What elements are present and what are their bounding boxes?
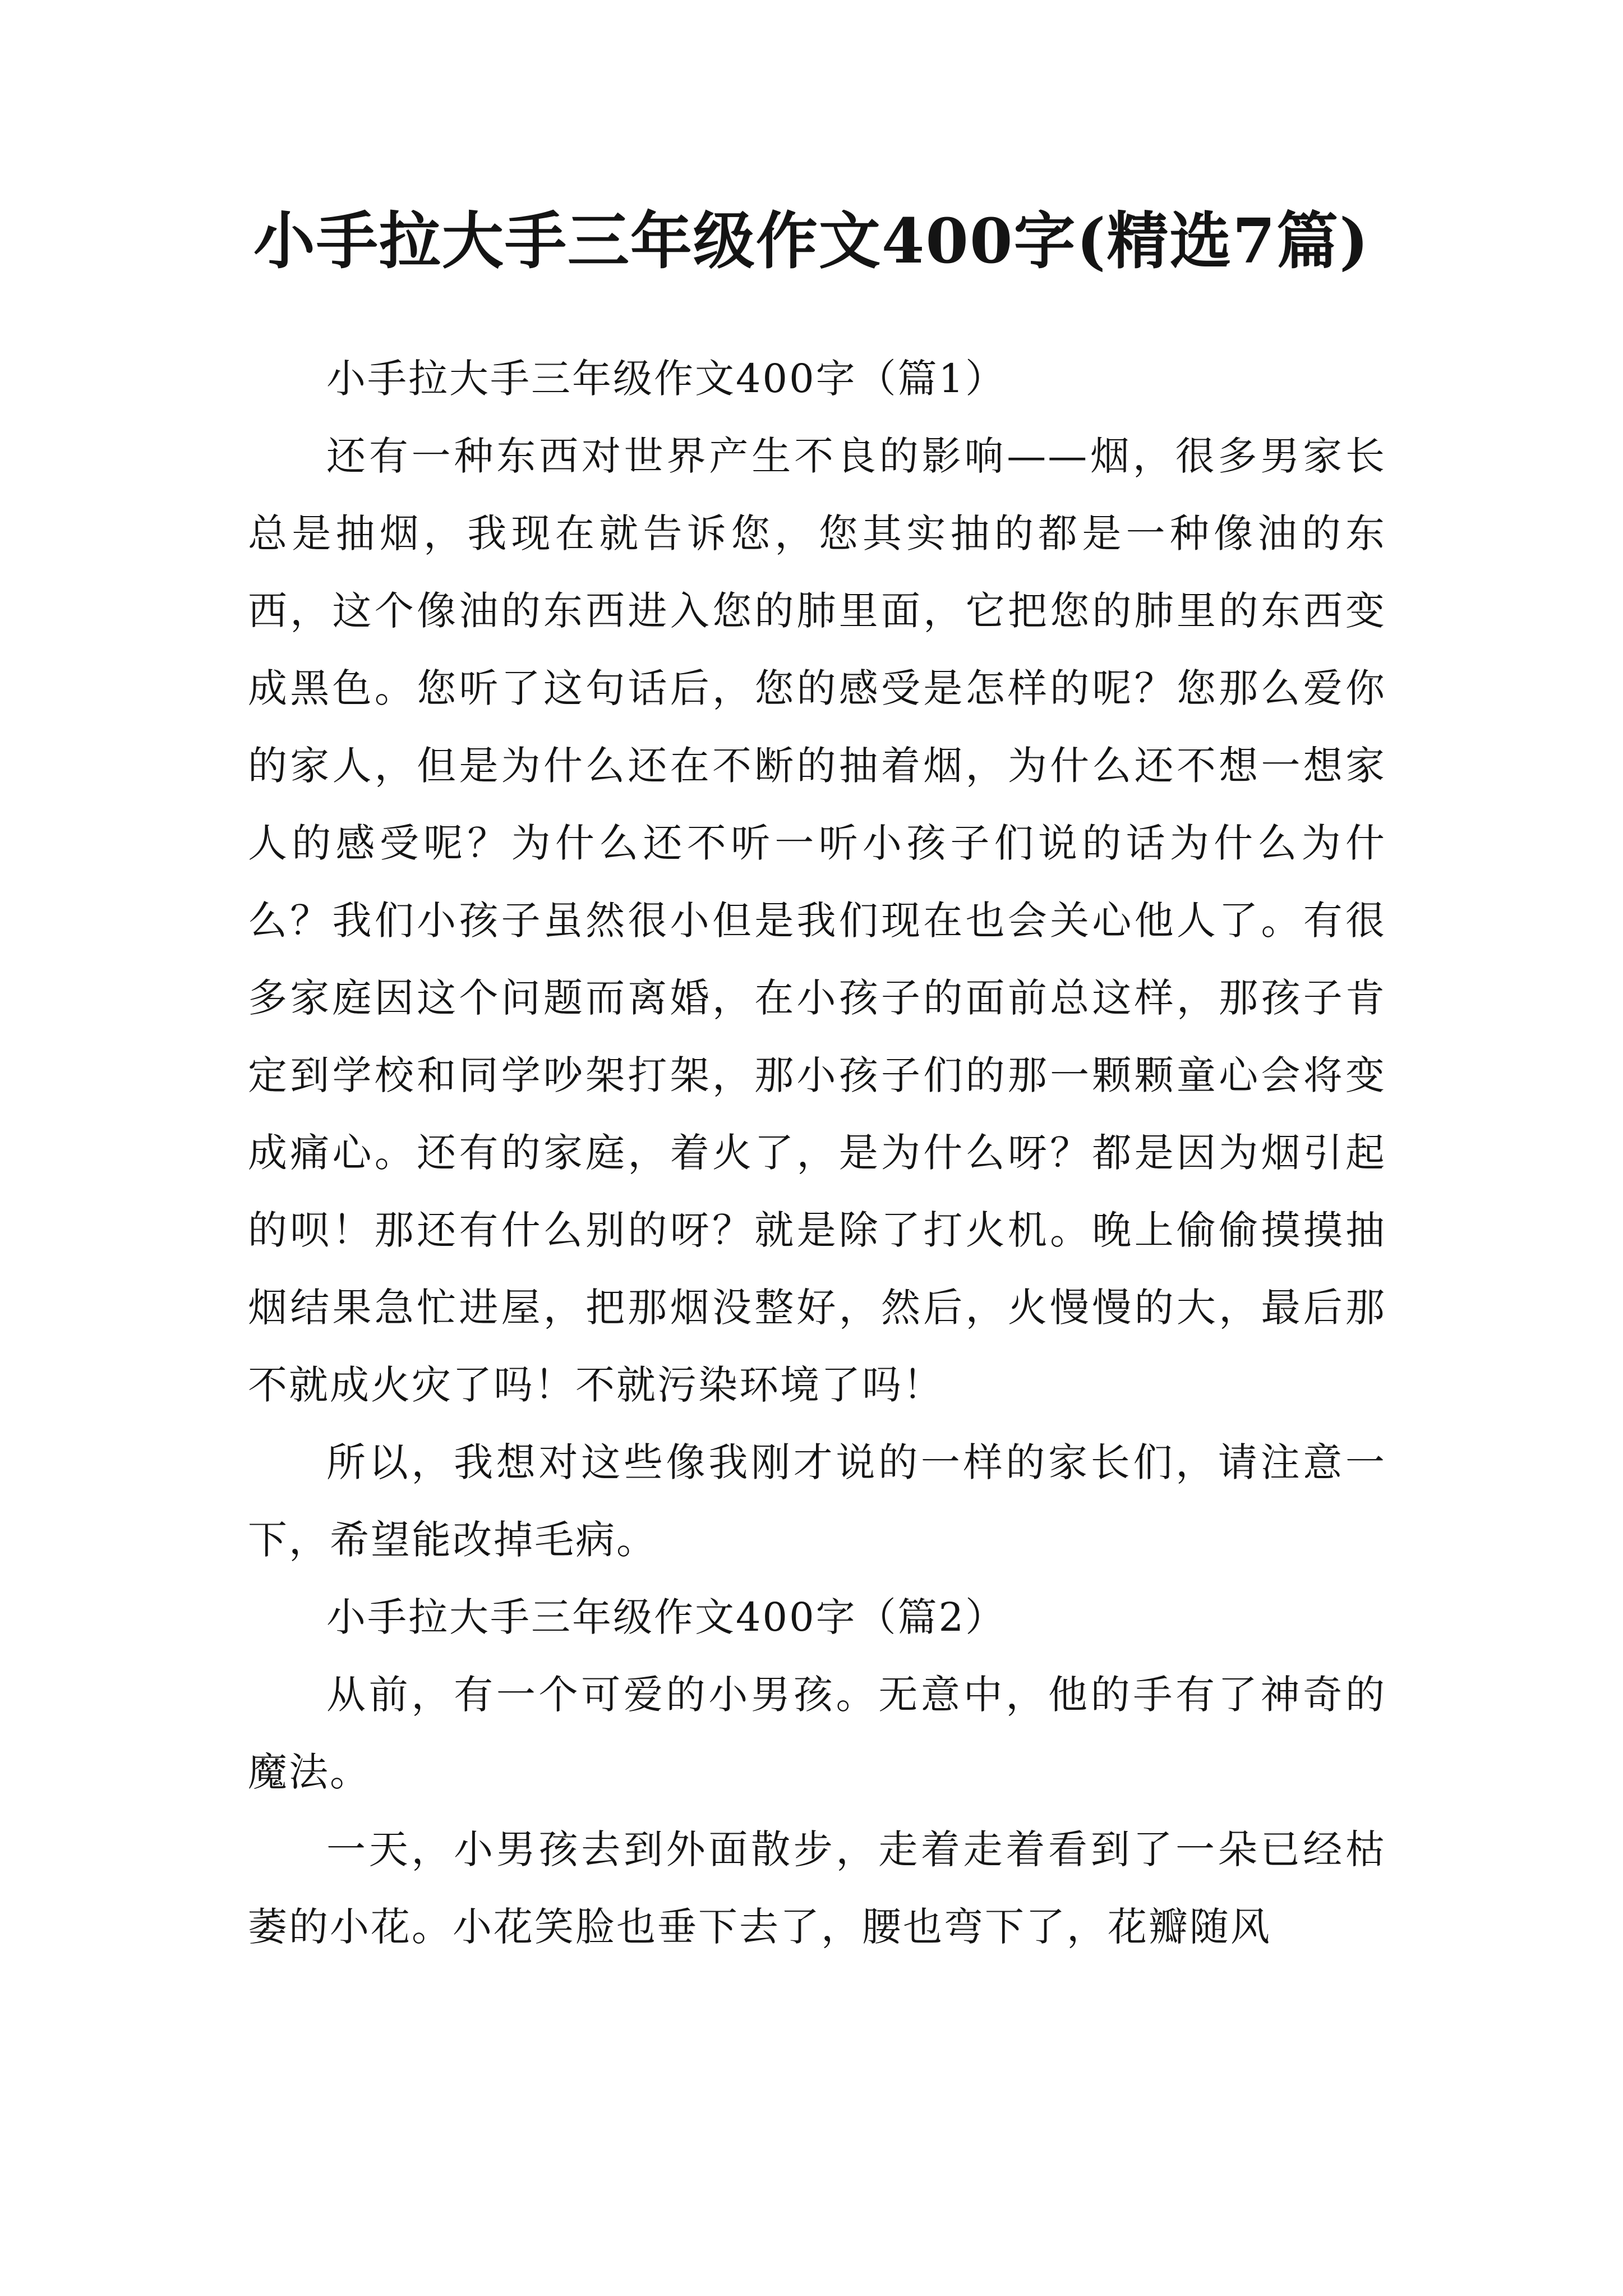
section-heading: 小手拉大手三年级作文400字（篇1）	[326, 356, 1007, 402]
document-body	[248, 340, 1386, 1966]
section-heading: 小手拉大手三年级作文400字（篇2）	[326, 1594, 1007, 1640]
document-title: 小手拉大手三年级作文400字(精选7篇)	[253, 205, 1370, 277]
paragraph: 一天，小男孩去到外面散步，走着走着看到了一朵已经枯萎的小花。小花笑脸也垂下去了，腰也弯下了，花瓣随风	[248, 1826, 1386, 1950]
paragraph: 还有一种东西对世界产生不良的影响——烟，很多男家长总是抽烟，我现在就告诉您，您其实抽的都是一种像油的东西，这个像油的东西进入您的肺里面，它把您的肺里的东西变成黑色。您听了这句话后，您的感受是怎样的呢？您那么爱你的家人，但是为什么还在不断的抽着烟，为什么还不想一想家人的感受呢？为什么还不听一听小孩子们说的话为什么为什么？我们小孩子虽然很小但是我们现在也会关心他人了。有很多家庭因这个问题而离婚，在小孩子的面前总这样，那孩子肯定到学校和同学吵架打架，那小孩子们的那一颗颗童心会将变成痛心。还有的家庭，着火了，是为什么呀？都是因为烟引起的呗！那还有什么别的呀？就是除了打火机。晚上偷偷摸摸抽烟结果急忙进屋，把那烟没整好，然后，火慢慢的大，最后那不就成火灾了吗！不就污染环境了吗！	[248, 433, 1386, 1408]
paragraph: 从前，有一个可爱的小男孩。无意中，他的手有了神奇的魔法。	[248, 1672, 1386, 1795]
paragraph: 所以，我想对这些像我刚才说的一样的家长们，请注意一下，希望能改掉毛病。	[248, 1439, 1386, 1563]
